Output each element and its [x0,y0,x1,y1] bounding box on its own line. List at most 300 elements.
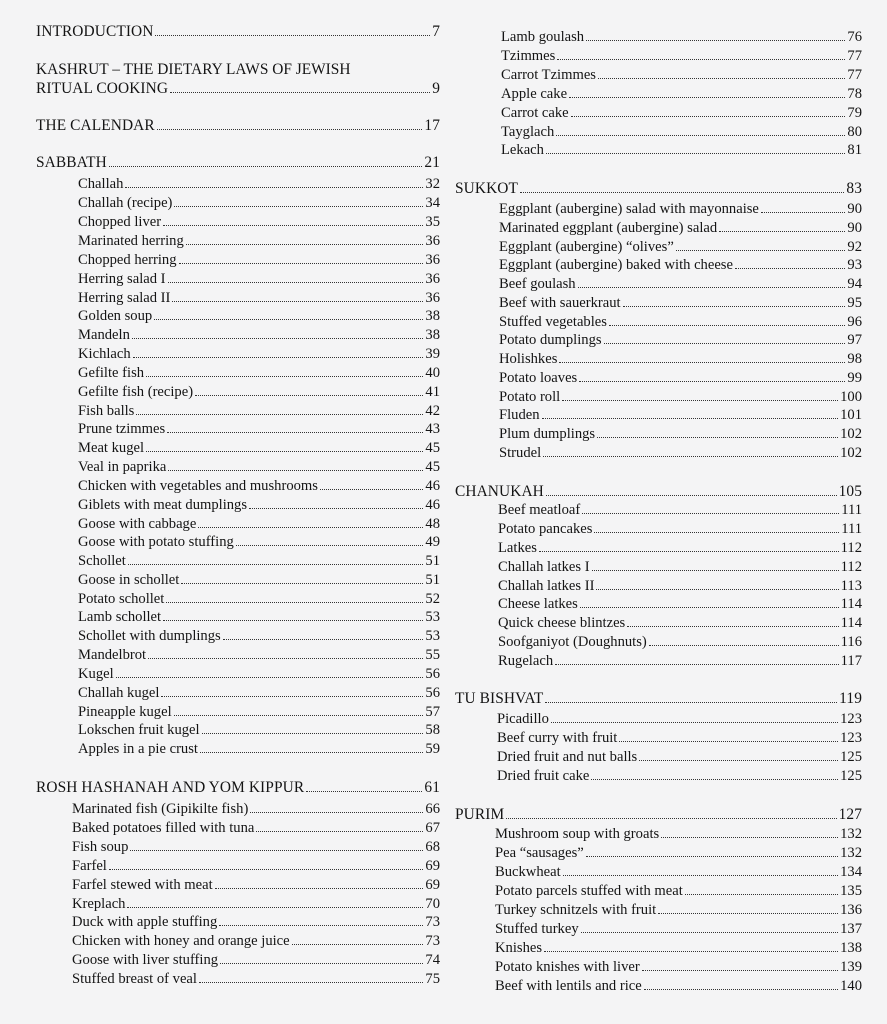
toc-entry-tayglach [501,124,862,141]
toc-entry-mushroom-soup-with-groats [495,826,862,843]
toc-entry-turkey-schnitzels-with-fruit [495,902,862,919]
dot-leader [223,639,424,640]
toc-page-number: 59 [425,741,440,757]
toc-entry-stuffed-vegetables [499,314,862,331]
toc-entry-title: Potato schollet [78,591,165,607]
toc-entry-farfel [72,858,440,875]
toc-entry-title: Goose with potato stuffing [78,534,234,550]
toc-entry-title: Apples in a pie crust [78,741,198,757]
toc-entry-dried-fruit-cake [497,768,862,785]
dot-leader [578,287,846,288]
toc-entry-title: Challah (recipe) [78,195,173,211]
toc-page-number: 46 [425,478,440,494]
toc-page-number: 111 [841,502,862,518]
toc-entry-potato-knishes-with-liver [495,959,862,976]
toc-entry-dried-fruit-and-nut-balls [497,749,862,766]
toc-page-number: 9 [432,80,440,97]
toc-entry-title: Kreplach [72,896,126,912]
dot-leader [181,583,423,584]
toc-entry-title: Rugelach [498,653,554,669]
toc-entry-title: Chopped herring [78,252,177,268]
dot-leader [154,319,423,320]
toc-entry-goose-with-potato-stuffing [78,534,440,551]
toc-page-number: 123 [840,711,862,727]
toc-entry-potato-roll [499,389,862,406]
toc-page-number: 67 [425,820,440,836]
toc-page-number: 125 [840,749,862,765]
dot-leader [639,760,838,761]
dot-leader [761,212,845,213]
toc-page-number: 81 [847,142,862,158]
toc-entry-title: TU BISHVAT [455,690,544,707]
toc-page-number: 132 [840,826,862,842]
dot-leader [168,470,423,471]
dot-leader [170,92,430,93]
toc-entry-picadillo [497,711,862,728]
toc-page-number: 135 [840,883,862,899]
toc-page-number: 58 [425,722,440,738]
toc-entry-title: Gefilte fish [78,365,145,381]
toc-entry-title: PURIM [455,806,505,823]
toc-entry-title: Stuffed turkey [495,921,579,937]
dot-leader [200,752,423,753]
dot-leader [546,495,837,496]
dot-leader [136,414,423,415]
toc-entry-giblets-with-meat-dumplings [78,497,440,514]
toc-page-number: 34 [425,195,440,211]
toc-entry-soofganiyot-doughnuts [498,634,862,651]
toc-entry-lamb-goulash [501,29,862,46]
dot-leader [592,570,839,571]
toc-entry-title: Dried fruit and nut balls [497,749,638,765]
dot-leader [520,192,844,193]
toc-page-number: 97 [847,332,862,348]
toc-entry-title: Golden soup [78,308,153,324]
toc-entry-title: Strudel [499,445,542,461]
toc-entry-buckwheat [495,864,862,881]
dot-leader [157,129,423,130]
dot-leader [569,97,845,98]
toc-page-number: 98 [847,351,862,367]
dot-leader [161,696,423,697]
toc-page-number: 69 [425,858,440,874]
toc-entry-title: CHANUKAH [455,483,544,500]
dot-leader [506,818,836,819]
toc-page-number: 78 [847,86,862,102]
toc-entry-marinated-eggplant-aubergine-salad [499,220,862,237]
toc-entry-title: Mushroom soup with groats [495,826,660,842]
toc-entry-challah [78,176,440,193]
toc-entry-title: Tzimmes [501,48,556,64]
toc-page-number: 127 [838,806,862,823]
toc-entry-potato-schollet [78,591,440,608]
dot-leader [250,812,423,813]
toc-entry-title: Lokschen fruit kugel [78,722,200,738]
toc-section-tu-bishvat [455,690,862,708]
toc-page-number: 114 [840,596,862,612]
dot-leader [174,206,423,207]
toc-entry-title: Stuffed vegetables [499,314,607,330]
dot-leader [215,888,424,889]
toc-page-number: 113 [840,578,862,594]
toc-entry-title: Goose in schollet [78,572,180,588]
toc-page-number: 55 [425,647,440,663]
dot-leader [109,166,423,167]
toc-section-the-calendar [36,117,440,135]
dot-leader [306,791,422,792]
toc-entry-title: Beef with lentils and rice [495,978,642,994]
toc-entry-title: INTRODUCTION [36,23,154,40]
toc-entry-title: Potato roll [499,389,561,405]
toc-entry-kichlach [78,346,440,363]
toc-entry-title: Challah [78,176,124,192]
toc-entry-title: ROSH HASHANAH AND YOM KIPPUR [36,779,305,796]
dot-leader [186,244,424,245]
toc-page-number: 36 [425,290,440,306]
toc-section-sabbath [36,154,440,172]
toc-page-number: 137 [840,921,862,937]
toc-entry-challah-latkes-ii [498,578,862,595]
toc-entry-title: Farfel stewed with meat [72,877,213,893]
toc-section-rosh-hashanah-and-yom-kippur [36,779,440,797]
toc-page-number: 96 [847,314,862,330]
toc-page-number: 73 [425,933,440,949]
toc-entry-beef-with-lentils-and-rice [495,978,862,995]
toc-entry-title: Prune tzimmes [78,421,166,437]
toc-entry-title: Beef meatloaf [498,502,581,518]
toc-page-number: 138 [840,940,862,956]
toc-entry-herring-salad-i [78,271,440,288]
toc-entry-title: Challah kugel [78,685,160,701]
toc-entry-title: Eggplant (aubergine) baked with cheese [499,257,733,273]
toc-entry-stuffed-turkey [495,921,862,938]
dot-leader [627,626,838,627]
dot-leader [591,779,838,780]
toc-entry-title: Carrot Tzimmes [501,67,596,83]
toc-page-number: 90 [847,220,862,236]
toc-entry-kreplach [72,896,440,913]
toc-entry-baked-potatoes-filled-with-tuna [72,820,440,837]
dot-leader [623,306,846,307]
dot-leader [556,135,845,136]
toc-entry-title: Giblets with meat dumplings [78,497,248,513]
dot-leader [661,837,838,838]
toc-entry-title: Duck with apple stuffing [72,914,218,930]
toc-entry-title: Pea “sausages” [495,845,584,861]
toc-page-number: 61 [424,779,440,796]
toc-entry-title: Apple cake [501,86,568,102]
dot-leader [132,338,424,339]
dot-leader [220,963,423,964]
toc-page-number: 45 [425,459,440,475]
toc-entry-title: Potato pancakes [498,521,593,537]
toc-page-number: 35 [425,214,440,230]
toc-page-number: 77 [847,67,862,83]
dot-leader [163,620,423,621]
dot-leader [168,282,424,283]
toc-entry-potato-pancakes [498,521,862,538]
toc-entry-holishkes [499,351,862,368]
toc-entry-veal-in-paprika [78,459,440,476]
toc-page-number: 51 [425,553,440,569]
toc-entry-title: Schollet [78,553,126,569]
toc-page-number: 94 [847,276,862,292]
toc-page-number: 111 [841,521,862,537]
toc-entry-title: Buckwheat [495,864,561,880]
toc-entry-title: Lekach [501,142,544,158]
toc-page-number: 75 [425,971,440,987]
toc-entry-title: Kugel [78,666,114,682]
toc-entry-goose-with-cabbage [78,516,440,533]
dot-leader [557,59,845,60]
dot-leader [644,989,838,990]
toc-page-number: 43 [425,421,440,437]
dot-leader [198,527,423,528]
toc-page-number: 7 [432,23,440,40]
toc-entry-title: Fish soup [72,839,129,855]
toc-page-number: 17 [424,117,440,134]
toc-entry-tzimmes [501,48,862,65]
toc-page-number: 125 [840,768,862,784]
toc-entry-title: Baked potatoes filled with tuna [72,820,255,836]
dot-leader [598,78,845,79]
toc-entry-title: Veal in paprika [78,459,167,475]
toc-entry-meat-kugel [78,440,440,457]
toc-entry-duck-with-apple-stuffing [72,914,440,931]
toc-page-number: 95 [847,295,862,311]
toc-page-number: 42 [425,403,440,419]
dot-leader [166,602,423,603]
toc-entry-challah-recipe [78,195,440,212]
toc-entry-mandeln [78,327,440,344]
toc-entry-title: Plum dumplings [499,426,596,442]
toc-entry-title: Beef goulash [499,276,576,292]
toc-entry-rugelach [498,653,862,670]
toc-page-number: 93 [847,257,862,273]
toc-entry-gefilte-fish [78,365,440,382]
toc-entry-apple-cake [501,86,862,103]
dot-leader [167,432,423,433]
dot-leader [551,722,838,723]
toc-entry-title: SABBATH [36,154,107,171]
toc-entry-title: Stuffed breast of veal [72,971,197,987]
toc-entry-potato-parcels-stuffed-with-meat [495,883,862,900]
toc-entry-knishes [495,940,862,957]
toc-page-number: 39 [425,346,440,362]
toc-entry-latkes [498,540,862,557]
toc-entry-title: Herring salad II [78,290,171,306]
toc-entry-title: Tayglach [501,124,555,140]
toc-section-sukkot [455,180,862,198]
toc-entry-title: Potato knishes with liver [495,959,640,975]
dot-leader [546,153,845,154]
dot-leader [719,231,845,232]
dot-leader [320,489,423,490]
toc-entry-golden-soup [78,308,440,325]
toc-entry-lekach [501,142,862,159]
dot-leader [586,856,838,857]
toc-page-number: 56 [425,666,440,682]
toc-entry-prune-tzimmes [78,421,440,438]
toc-entry-schollet-with-dumplings [78,628,440,645]
toc-page-number: 46 [425,497,440,513]
toc-entry-eggplant-aubergine-baked-with-cheese [499,257,862,274]
dot-leader [125,187,423,188]
toc-page-number: 116 [840,634,862,650]
toc-entry-challah-kugel [78,685,440,702]
toc-entry-lokschen-fruit-kugel [78,722,440,739]
toc-entry-title: Eggplant (aubergine) “olives” [499,239,674,255]
toc-entry-title: Meat kugel [78,440,145,456]
dot-leader [596,589,838,590]
toc-entry-title: Potato parcels stuffed with meat [495,883,683,899]
toc-entry-chicken-with-vegetables-and-mushrooms [78,478,440,495]
toc-page-number: 102 [840,426,862,442]
toc-page-number: 66 [425,801,440,817]
dot-leader [562,400,838,401]
toc-entry-herring-salad-ii [78,290,440,307]
dot-leader [148,658,423,659]
dot-leader [586,40,845,41]
toc-page-number: 70 [425,896,440,912]
toc-entry-marinated-fish-gipikilte-fish [72,801,440,818]
toc-page-number: 76 [847,29,862,45]
toc-entry-title: Chicken with honey and orange juice [72,933,290,949]
toc-entry-beef-with-sauerkraut [499,295,862,312]
toc-entry-title: Turkey schnitzels with fruit [495,902,657,918]
toc-entry-title: Challah latkes II [498,578,595,594]
dot-leader [146,376,423,377]
dot-leader [581,932,838,933]
toc-entry-gefilte-fish-recipe [78,384,440,401]
toc-entry-title: Kichlach [78,346,131,362]
toc-page-number: 53 [425,609,440,625]
dot-leader [163,225,423,226]
toc-entry-title: Fish balls [78,403,135,419]
toc-entry-title: THE CALENDAR [36,117,155,134]
toc-entry-marinated-herring [78,233,440,250]
toc-entry-title: Schollet with dumplings [78,628,221,644]
toc-entry-beef-meatloaf [498,502,862,519]
toc-entry-title: Pineapple kugel [78,704,172,720]
toc-entry-title: Mandeln [78,327,130,343]
toc-page-number: 80 [847,124,862,140]
toc-entry-chicken-with-honey-and-orange-juice [72,933,440,950]
toc-entry-title: Soofganiyot (Doughnuts) [498,634,647,650]
toc-page-number: 119 [839,690,862,707]
toc-page-number: 132 [840,845,862,861]
toc-entry-fish-balls [78,403,440,420]
toc-entry-title: Knishes [495,940,543,956]
toc-entry-fish-soup [72,839,440,856]
dot-leader [172,301,423,302]
toc-page-number: 41 [425,384,440,400]
dot-leader [133,357,424,358]
toc-entry-goose-with-liver-stuffing [72,952,440,969]
toc-page-number: 49 [425,534,440,550]
toc-page-number: 77 [847,48,862,64]
toc-entry-pea-sausages [495,845,862,862]
toc-entry-fluden [499,407,862,424]
toc-page-number: 114 [840,615,862,631]
toc-page-number: 123 [840,730,862,746]
toc-entry-title: Marinated eggplant (aubergine) salad [499,220,718,236]
dot-leader [594,532,839,533]
toc-page-number: 21 [424,154,440,171]
toc-page-number: 83 [846,180,862,197]
toc-entry-farfel-stewed-with-meat [72,877,440,894]
dot-leader [582,513,839,514]
dot-leader [127,907,423,908]
dot-leader [735,268,845,269]
dot-leader [249,508,423,509]
toc-page-number: 140 [840,978,862,994]
dot-leader [649,645,839,646]
toc-entry-title: Challah latkes I [498,559,590,575]
toc-page-number: 134 [840,864,862,880]
dot-leader [555,664,839,665]
toc-entry-potato-loaves [499,370,862,387]
toc-page-number: 40 [425,365,440,381]
toc-section-ritual-cooking [36,80,440,98]
toc-entry-stuffed-breast-of-veal [72,971,440,988]
dot-leader [676,250,846,251]
toc-page-number: 112 [840,540,862,556]
toc-entry-title: Farfel [72,858,107,874]
dot-leader [544,951,838,952]
toc-entry-title: Gefilte fish (recipe) [78,384,194,400]
toc-entry-title: Chopped liver [78,214,162,230]
dot-leader [604,343,846,344]
dot-leader [236,545,424,546]
toc-page-number: 79 [847,105,862,121]
toc-page-number: 73 [425,914,440,930]
toc-entry-goose-in-schollet [78,572,440,589]
toc-entry-schollet [78,553,440,570]
dot-leader [597,437,838,438]
toc-section-purim [455,806,862,824]
toc-entry-title: RITUAL COOKING [36,80,169,97]
toc-page-number: 53 [425,628,440,644]
toc-page-number: 99 [847,370,862,386]
toc-page-number: 32 [425,176,440,192]
toc-entry-eggplant-aubergine-salad-with-mayonnaise [499,201,862,218]
toc-entry-title: Beef curry with fruit [497,730,618,746]
toc-entry-beef-curry-with-fruit [497,730,862,747]
toc-section-kashrut-the-dietary-laws-of-jewish [36,61,440,79]
toc-entry-title: Herring salad I [78,271,166,287]
toc-entry-chopped-liver [78,214,440,231]
toc-page-number: 100 [840,389,862,405]
toc-entry-title: Goose with liver stuffing [72,952,219,968]
toc-page-number: 51 [425,572,440,588]
dot-leader [116,677,424,678]
toc-entry-title: SUKKOT [455,180,519,197]
toc-entry-title: Latkes [498,540,537,556]
dot-leader [543,456,838,457]
toc-entry-carrot-tzimmes [501,67,862,84]
dot-leader [579,381,845,382]
toc-entry-chopped-herring [78,252,440,269]
toc-entry-apples-in-a-pie-crust [78,741,440,758]
toc-entry-title: Dried fruit cake [497,768,590,784]
dot-leader [155,35,430,36]
toc-entry-title: Lamb goulash [501,29,585,45]
toc-entry-mandelbrot [78,647,440,664]
toc-page-number: 68 [425,839,440,855]
toc-entry-title: KASHRUT – THE DIETARY LAWS OF JEWISH [36,61,351,78]
toc-page-number: 36 [425,271,440,287]
